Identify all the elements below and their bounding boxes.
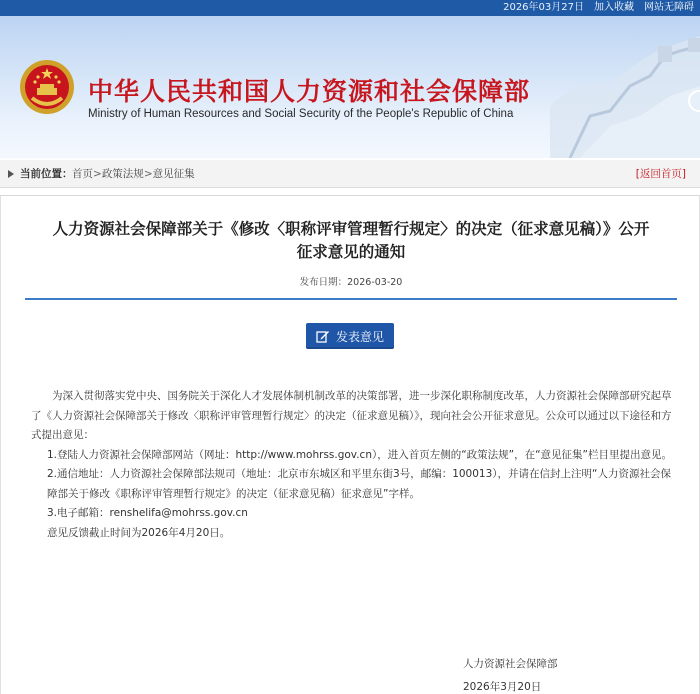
add-favorite-link[interactable]: 加入收藏 — [594, 2, 634, 13]
breadcrumb — [0, 160, 700, 188]
paragraph-deadline: 意见反馈截止时间为2026年4月20日。 — [47, 526, 231, 539]
article-title-line2: 征求意见的通知 — [296, 243, 406, 261]
breadcrumb-separator: > — [93, 168, 102, 180]
accessibility-link[interactable]: 网站无障碍 — [644, 2, 694, 13]
paragraph-intro: 为深入贯彻落实党中央、国务院关于深化人才发展体制机制改革的决策部署，进一步深化职称制度改革，人力资源社会保障部研究起草了《人力资源社会保障部关于修改〈职称评审管理暂行规定〉的决定（征求意见稿）》，现向社会公开征求意见。公众可以通过以下途径和方式提出意见： — [31, 390, 672, 441]
top-bar — [0, 0, 700, 16]
article-panel — [0, 195, 700, 694]
article-body — [31, 387, 677, 543]
publish-date: 发布日期：2026-03-20 — [299, 277, 403, 288]
edit-icon — [316, 329, 330, 343]
article-title-line1: 人力资源社会保障部关于《修改〈职称评审管理暂行规定〉的决定（征求意见稿）》公开 — [52, 220, 650, 238]
site-banner — [0, 16, 700, 158]
breadcrumb-separator: > — [143, 168, 153, 180]
national-emblem-icon — [18, 58, 76, 116]
sign-date: 2026年3月20日 — [463, 681, 542, 693]
top-links — [503, 1, 694, 15]
ministry-name-en: Ministry of Human Resources and Social Security of the People's Republic of China — [88, 108, 514, 120]
breadcrumb-home[interactable]: 首页 — [72, 168, 93, 180]
breadcrumb-policy[interactable]: 政策法规 — [101, 168, 144, 180]
submit-comment-button[interactable] — [306, 323, 394, 349]
submit-comment-label: 发表意见 — [335, 329, 384, 344]
paragraph-item2: 2.通信地址：人力资源社会保障部法规司（地址：北京市东城区和平里东街3号，邮编：100013），并请在信封上注明“人力资源社会保障部关于修改《职称评审管理暂行规定》的决定（征求意见稿）征求意见”字样。 — [47, 468, 671, 500]
ministry-name-cn: 中华人民共和国人力资源和社会保障部 — [88, 77, 531, 106]
triangle-right-icon — [8, 170, 14, 178]
article-title — [21, 218, 681, 264]
current-date: 2026年03月27日 — [503, 2, 584, 13]
great-wall-image — [550, 16, 700, 158]
title-divider — [25, 298, 677, 300]
back-home-link[interactable]: [返回首页] — [635, 168, 686, 180]
breadcrumb-path — [72, 160, 195, 188]
paragraph-item3: 3.电子邮箱：renshelifa@mohrss.gov.cn — [47, 507, 248, 519]
breadcrumb-label: 当前位置： — [20, 168, 73, 180]
paragraph-item1: 1.登陆人力资源社会保障部网站（网址：http://www.mohrss.gov.cn），进入首页左侧的“政策法规”，在“意见征集”栏目里提出意见。 — [47, 448, 672, 461]
breadcrumb-consultation[interactable]: 意见征集 — [152, 168, 195, 180]
signature: 人力资源社会保障部 — [463, 658, 558, 670]
